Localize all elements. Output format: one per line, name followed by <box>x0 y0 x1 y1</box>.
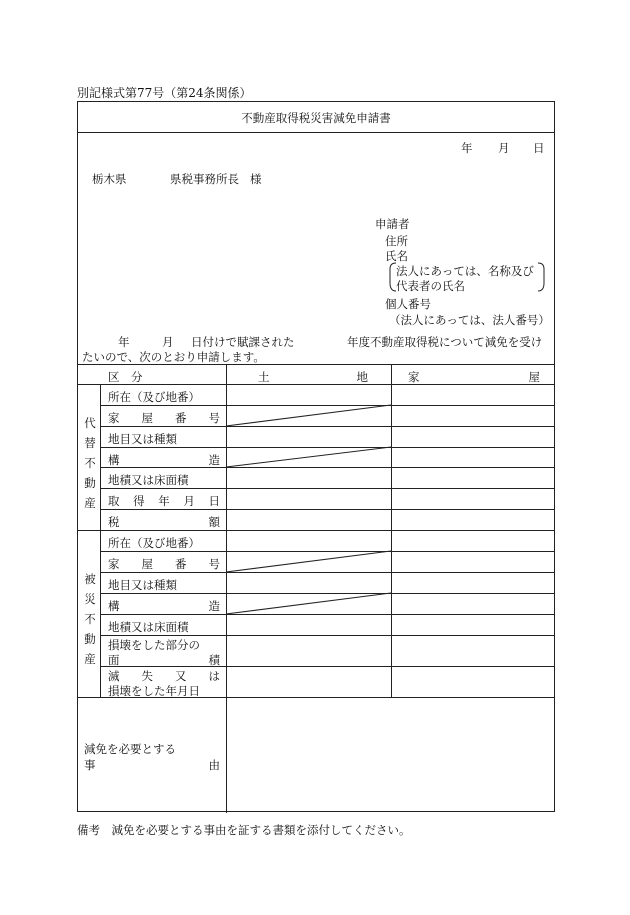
sub-house-number-label: 家 屋 番 号 <box>108 411 220 425</box>
dmg-area-label: 地積又は床面積 <box>108 620 189 634</box>
sub-house-location-cell[interactable] <box>392 385 555 405</box>
form-title: 不動産取得税災害減免申請書 <box>241 111 391 125</box>
date-month[interactable]: 月 <box>498 141 510 155</box>
reason-cell[interactable] <box>227 698 555 812</box>
damaged-group-label: 被 災 不 動 産 <box>84 572 96 666</box>
addressee-prefecture: 栃木県 <box>92 172 127 186</box>
dmg-house-number-label: 家 屋 番 号 <box>108 557 220 571</box>
dmg-lost-label-1: 滅 失 又 は <box>108 669 220 683</box>
header-category: 区 分 <box>108 370 143 384</box>
dmg-lost-label-2: 損壊をした年月日 <box>108 684 200 698</box>
addressee-honorific: 様 <box>250 172 262 186</box>
sub-structure-label: 構 造 <box>108 453 220 467</box>
reason-label-2: 事 由 <box>84 758 220 772</box>
sub-tax-amount-label: 税 額 <box>108 515 220 529</box>
sub-location-label: 所在（及び地番） <box>108 390 200 404</box>
dmg-damaged-area-label-1: 損壊をした部分の <box>108 638 200 652</box>
remarks: 備考 減免を必要とする事由を証する書類を添付してください。 <box>77 823 411 837</box>
sub-area-label: 地積又は床面積 <box>108 473 189 487</box>
header-land: 土 地 <box>258 370 368 384</box>
substitute-group-label: 代 替 不 動 産 <box>84 416 96 510</box>
applicant-corp-note-2: 代表者の氏名 <box>396 279 465 293</box>
date-day[interactable]: 日 <box>533 141 545 155</box>
applicant-corp-number-note: （法人にあっては、法人番号） <box>389 313 550 327</box>
dmg-land-type-label: 地目又は種類 <box>108 578 177 592</box>
applicant-name-label[interactable]: 氏名 <box>385 249 408 263</box>
sub-acquired-date-label: 取 得 年 月 日 <box>108 494 220 508</box>
sub-land-type-label: 地目又は種類 <box>108 432 177 446</box>
statement-assessed: 日付けで賦課された <box>191 335 295 349</box>
dmg-structure-label: 構 造 <box>108 599 220 613</box>
date-year[interactable]: 年 <box>461 141 473 155</box>
statement-month: 月 <box>162 335 174 349</box>
dmg-damaged-area-label-2: 面 積 <box>108 653 220 667</box>
header-house: 家 屋 <box>408 370 540 384</box>
addressee-office: 県税事務所長 <box>170 172 239 186</box>
applicant-address-label[interactable]: 住所 <box>385 234 408 248</box>
sub-land-location-cell[interactable] <box>227 385 390 405</box>
statement-line2: たいので、次のとおり申請します。 <box>82 350 265 364</box>
statement-year: 年 <box>118 335 130 349</box>
statement-fiscal: 年度不動産取得税について減免を受け <box>347 335 543 349</box>
applicant-personal-number-label[interactable]: 個人番号 <box>385 297 431 311</box>
dmg-location-label: 所在（及び地番） <box>108 536 200 550</box>
reason-label-1: 減免を必要とする <box>84 742 176 756</box>
form-number: 別記様式第77号（第24条関係） <box>77 86 252 100</box>
application-form <box>77 101 555 812</box>
applicant-corp-note-1: 法人にあっては、名称及び <box>396 264 534 278</box>
applicant-heading: 申請者 <box>375 217 410 231</box>
